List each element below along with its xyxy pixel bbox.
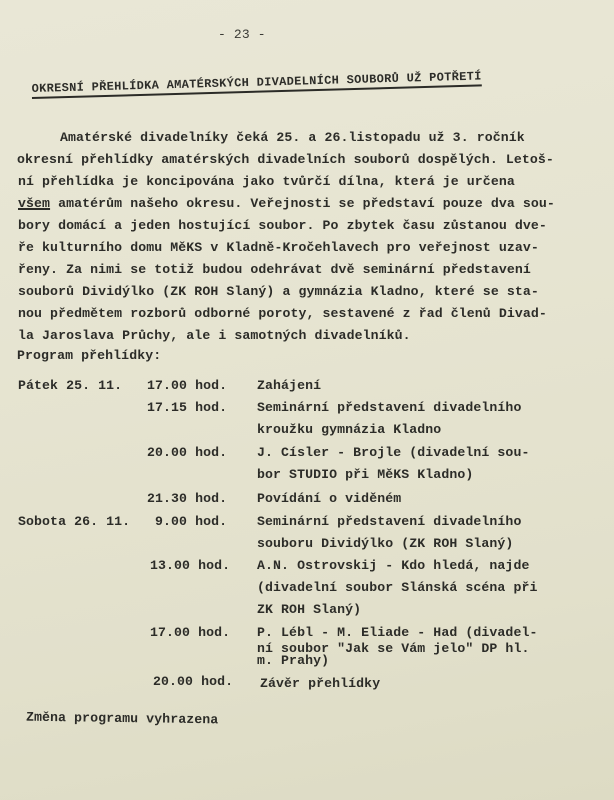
program-time: 13.00 hod.	[150, 558, 231, 573]
program-event: J. Císler - Brojle (divadelní sou-	[257, 445, 530, 460]
program-event: ní soubor "Jak se Vám jelo" DP hl.	[257, 641, 530, 656]
article-title: OKRESNÍ PŘEHLÍDKA AMATÉRSKÝCH DIVADELNÍCH SOUBORŮ UŽ POTŘETÍ	[32, 69, 482, 99]
program-event: (divadelní soubor Slánská scéna při	[257, 580, 538, 595]
intro-line: okresní přehlídky amatérských divadelních souborů dospělých. Letoš-	[17, 152, 554, 167]
program-event: Závěr přehlídky	[260, 676, 381, 691]
program-time: 17.15 hod.	[147, 400, 228, 415]
program-event: Seminární představení divadelního	[257, 400, 522, 415]
intro-line: ní přehlídka je koncipována jako tvůrčí dílna, která je určena	[18, 174, 515, 189]
program-time: 17.00 hod.	[147, 378, 228, 393]
program-event: bor STUDIO při MěKS Kladno)	[257, 467, 474, 482]
program-time: 20.00 hod.	[153, 674, 234, 689]
program-event: P. Lébl - M. Eliade - Had (divadel-	[257, 625, 538, 640]
underlined-word: všem	[18, 196, 51, 211]
program-event: souboru Dividýlko (ZK ROH Slaný)	[257, 536, 514, 551]
program-event: Seminární představení divadelního	[257, 514, 522, 529]
program-time: 9.00 hod.	[155, 514, 228, 529]
program-event: ZK ROH Slaný)	[257, 602, 362, 617]
intro-line: ře kulturního domu MěKS v Kladně-Kročehlavech pro veřejnost uzav-	[18, 240, 539, 255]
intro-line: souborů Dividýlko (ZK ROH Slaný) a gymnázia Kladno, které se sta-	[18, 284, 539, 299]
program-time: 21.30 hod.	[147, 491, 228, 506]
program-heading: Program přehlídky:	[17, 348, 162, 363]
intro-line: nou předmětem rozborů odborné poroty, sestavené z řad členů Divad-	[18, 306, 547, 321]
program-time: 17.00 hod.	[150, 625, 231, 640]
footer-note: Změna programu vyhrazena	[25, 709, 219, 728]
program-day: Pátek 25. 11.	[18, 378, 123, 393]
program-day: Sobota 26. 11.	[18, 514, 131, 529]
intro-line: Amatérské divadelníky čeká 25. a 26.listopadu už 3. ročník	[60, 130, 525, 145]
program-event: Zahájení	[257, 378, 322, 393]
program-event: kroužku gymnázia Kladno	[257, 422, 442, 437]
intro-line: bory domácí a jeden hostující soubor. Po zbytek času zůstanou dve-	[18, 218, 547, 233]
program-event: Povídání o viděném	[257, 491, 402, 506]
page-number: - 23 -	[218, 27, 266, 42]
intro-line: la Jaroslava Průchy, ale i samotných divadelníků.	[18, 328, 411, 343]
line-rest: amatérům našeho okresu. Veřejnosti se představí pouze dva sou-	[50, 196, 555, 211]
intro-line: řeny. Za nimi se totiž budou odehrávat dvě seminární představení	[18, 262, 531, 277]
program-event: m. Prahy)	[257, 653, 330, 668]
program-event: A.N. Ostrovskij - Kdo hledá, najde	[257, 558, 530, 573]
program-time: 20.00 hod.	[147, 445, 228, 460]
intro-line	[18, 196, 555, 211]
